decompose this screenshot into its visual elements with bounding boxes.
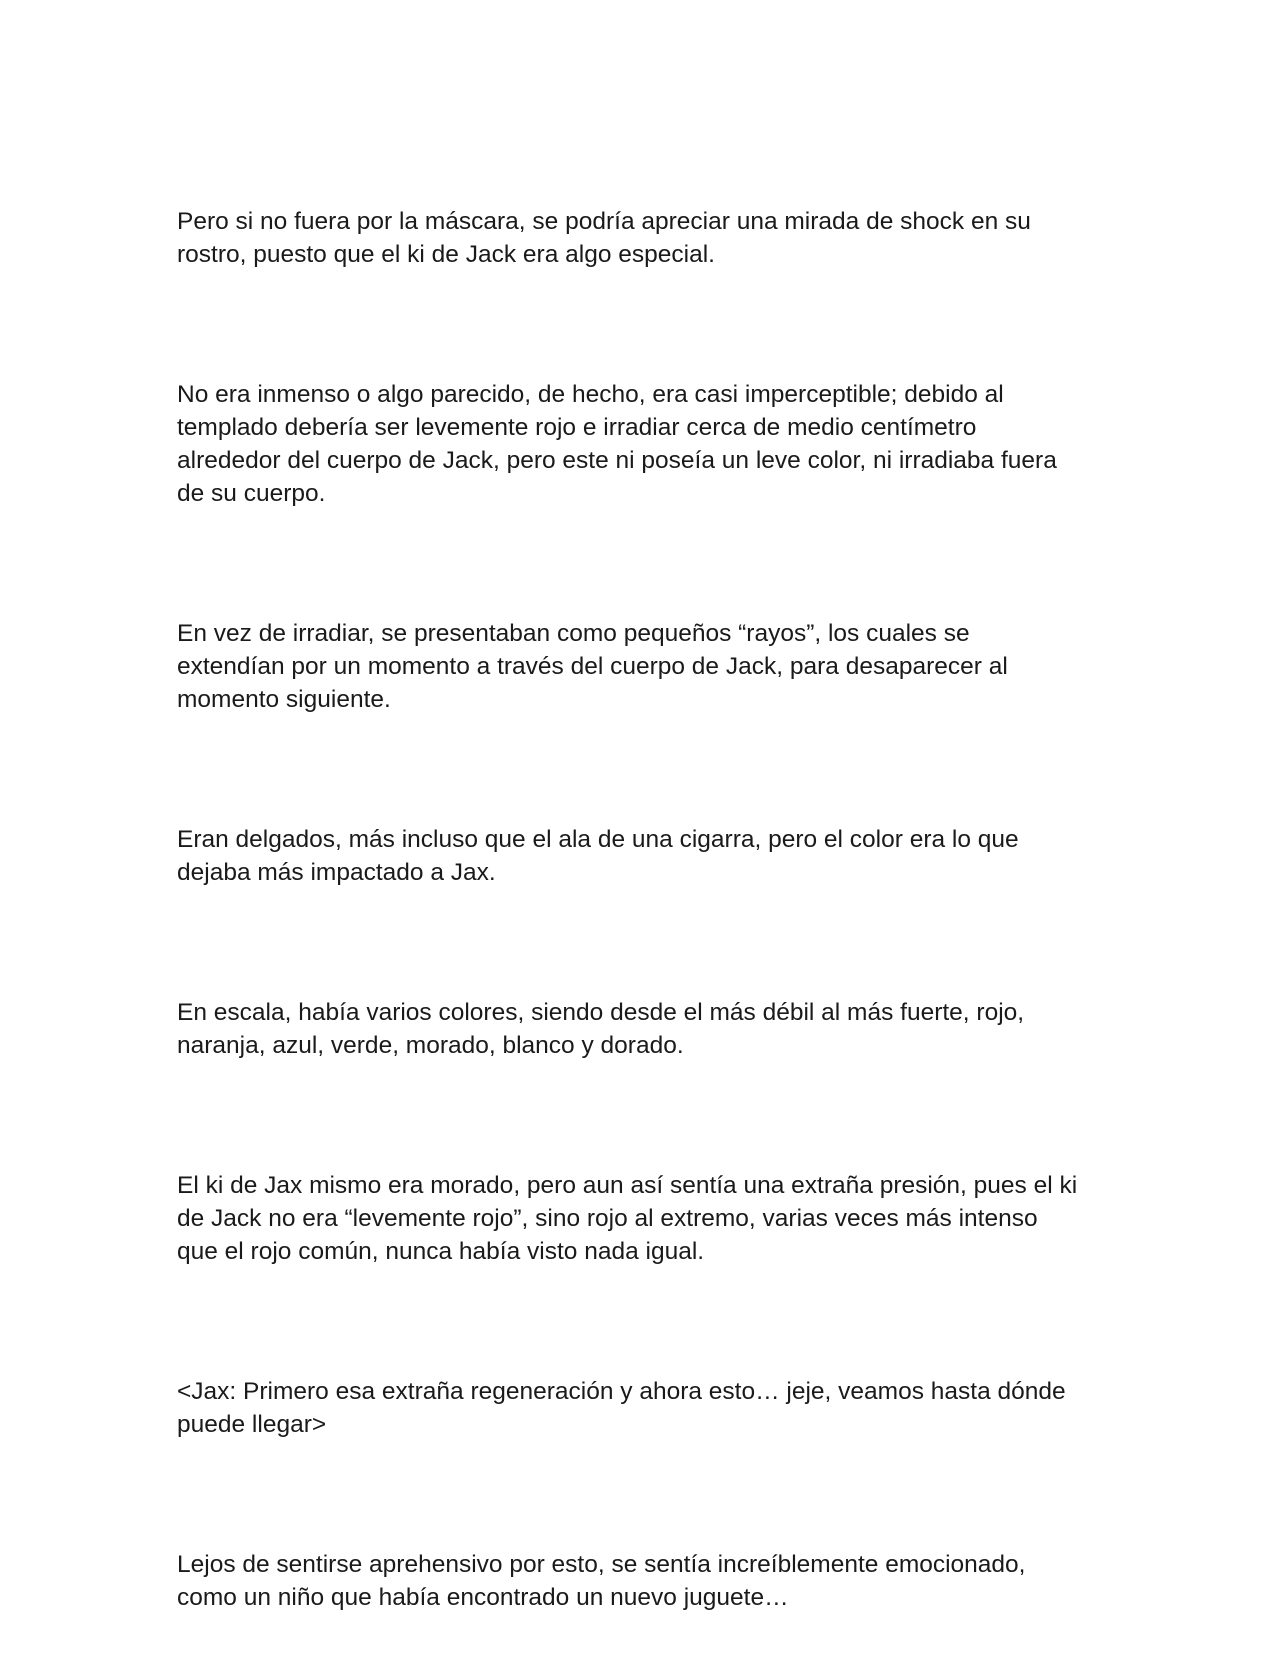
document-body bbox=[177, 205, 1117, 1614]
paragraph-7: <Jax: Primero esa extraña regeneración y ahora esto… jeje, veamos hasta dónde puede llegar> bbox=[177, 1378, 1066, 1438]
paragraph-2: No era inmenso o algo parecido, de hecho, era casi imperceptible; debido al templado debería ser levemente rojo e irradiar cerca de medio centímetro alrededor del cuerpo de Jack, pero este ni poseía un leve color, ni irradiaba fuera de su cuerpo. bbox=[177, 381, 1057, 507]
paragraph-3: En vez de irradiar, se presentaban como pequeños “rayos”, los cuales se extendían por un momento a través del cuerpo de Jack, para desaparecer al momento siguiente. bbox=[177, 620, 1008, 713]
paragraph-5: En escala, había varios colores, siendo desde el más débil al más fuerte, rojo, naranja, azul, verde, morado, blanco y dorado. bbox=[177, 999, 1025, 1059]
paragraph-4: Eran delgados, más incluso que el ala de una cigarra, pero el color era lo que dejaba más impactado a Jax. bbox=[177, 826, 1019, 886]
paragraph-8: Lejos de sentirse aprehensivo por esto, se sentía increíblemente emocionado, como un niño que había encontrado un nuevo juguete… bbox=[177, 1551, 1026, 1611]
paragraph-6: El ki de Jax mismo era morado, pero aun así sentía una extraña presión, pues el ki de Jack no era “levemente rojo”, sino rojo al extremo, varias veces más intenso que el rojo común, nunca había visto nada igual. bbox=[177, 1172, 1078, 1265]
paragraph-1: Pero si no fuera por la máscara, se podría apreciar una mirada de shock en su rostro, puesto que el ki de Jack era algo especial. bbox=[177, 208, 1031, 268]
